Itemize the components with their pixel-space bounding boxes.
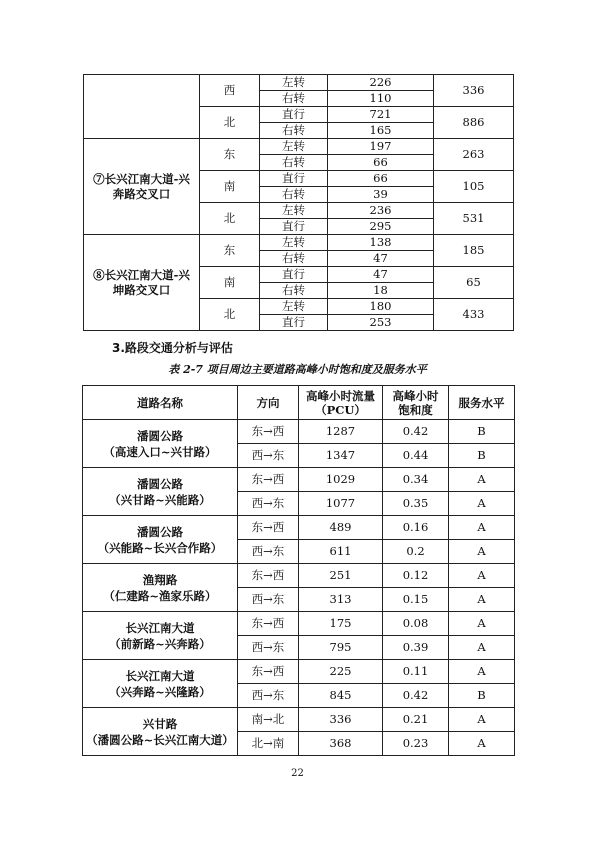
peak-flow-cell: 795 xyxy=(299,636,383,660)
movement-cell: 右转 xyxy=(260,283,328,299)
peak-flow-cell: 611 xyxy=(299,540,383,564)
road-name-cell xyxy=(83,660,238,708)
service-level-cell: B xyxy=(449,444,515,468)
intersection-name-cell xyxy=(84,235,200,331)
road-name: 长兴江南大道 xyxy=(125,620,195,635)
movement-cell: 右转 xyxy=(260,155,328,171)
saturation-cell: 0.2 xyxy=(383,540,449,564)
direction-cell: 南→北 xyxy=(238,708,299,732)
direction-cell: 西→东 xyxy=(238,540,299,564)
volume-cell: 180 xyxy=(328,299,434,315)
direction-cell: 西→东 xyxy=(238,444,299,468)
table-header xyxy=(83,386,515,420)
intersection-name-line1: ⑧长兴江南大道-兴 xyxy=(93,267,190,282)
header-peak-flow-line2: （PCU） xyxy=(315,402,366,417)
approach-total-cell: 336 xyxy=(434,75,514,107)
road-name: 长兴江南大道 xyxy=(125,668,195,683)
movement-cell: 左转 xyxy=(260,203,328,219)
volume-cell: 66 xyxy=(328,155,434,171)
approach-total-cell: 185 xyxy=(434,235,514,267)
volume-cell: 226 xyxy=(328,75,434,91)
approach-total-cell: 263 xyxy=(434,139,514,171)
intersection-volume-table xyxy=(83,74,514,331)
saturation-cell: 0.08 xyxy=(383,612,449,636)
table-row xyxy=(83,660,515,684)
header-saturation-line2: 饱和度 xyxy=(398,402,433,417)
saturation-cell: 0.44 xyxy=(383,444,449,468)
service-level-cell: A xyxy=(449,540,515,564)
header-service-level: 服务水平 xyxy=(449,386,515,420)
approach-direction-cell: 南 xyxy=(200,267,260,299)
header-peak-flow xyxy=(299,386,383,420)
movement-cell: 左转 xyxy=(260,235,328,251)
movement-cell: 左转 xyxy=(260,139,328,155)
intersection-volume-body xyxy=(84,75,514,331)
peak-flow-cell: 225 xyxy=(299,660,383,684)
header-peak-flow-line1: 高峰小时流量 xyxy=(306,388,375,403)
approach-total-cell: 531 xyxy=(434,203,514,235)
header-row xyxy=(83,386,515,420)
header-direction: 方向 xyxy=(238,386,299,420)
table-row xyxy=(83,564,515,588)
direction-cell: 西→东 xyxy=(238,636,299,660)
saturation-cell: 0.21 xyxy=(383,708,449,732)
saturation-cell: 0.35 xyxy=(383,492,449,516)
peak-flow-cell: 251 xyxy=(299,564,383,588)
intersection-name-cell xyxy=(84,139,200,235)
movement-cell: 直行 xyxy=(260,219,328,235)
section-heading: 3.路段交通分析与评估 xyxy=(112,341,233,355)
table-row xyxy=(83,468,515,492)
peak-flow-cell: 368 xyxy=(299,732,383,756)
saturation-cell: 0.16 xyxy=(383,516,449,540)
approach-total-cell: 433 xyxy=(434,299,514,331)
movement-cell: 直行 xyxy=(260,267,328,283)
approach-direction-cell: 西 xyxy=(200,75,260,107)
movement-cell: 左转 xyxy=(260,299,328,315)
volume-cell: 66 xyxy=(328,171,434,187)
peak-flow-cell: 336 xyxy=(299,708,383,732)
saturation-cell: 0.23 xyxy=(383,732,449,756)
intersection-name-line1: ⑦长兴江南大道-兴 xyxy=(93,171,190,186)
approach-direction-cell: 东 xyxy=(200,235,260,267)
approach-direction-cell: 南 xyxy=(200,171,260,203)
approach-total-cell: 886 xyxy=(434,107,514,139)
road-segment: （潘圆公路~长兴江南大道） xyxy=(86,732,234,747)
saturation-cell: 0.39 xyxy=(383,636,449,660)
service-level-cell: A xyxy=(449,492,515,516)
volume-cell: 197 xyxy=(328,139,434,155)
service-level-cell: A xyxy=(449,636,515,660)
service-level-cell: B xyxy=(449,420,515,444)
direction-cell: 西→东 xyxy=(238,684,299,708)
volume-row xyxy=(84,235,514,251)
header-saturation xyxy=(383,386,449,420)
volume-cell: 18 xyxy=(328,283,434,299)
service-level-cell: A xyxy=(449,588,515,612)
movement-cell: 右转 xyxy=(260,123,328,139)
saturation-cell: 0.11 xyxy=(383,660,449,684)
approach-direction-cell: 北 xyxy=(200,299,260,331)
road-name: 渔翔路 xyxy=(142,572,178,587)
volume-cell: 253 xyxy=(328,315,434,331)
service-level-cell: A xyxy=(449,660,515,684)
approach-direction-cell: 东 xyxy=(200,139,260,171)
road-name-cell xyxy=(83,612,238,660)
intersection-name-line2: 坤路交叉口 xyxy=(112,282,171,297)
road-name: 潘圆公路 xyxy=(137,428,183,443)
movement-cell: 左转 xyxy=(260,75,328,91)
service-level-cell: A xyxy=(449,564,515,588)
movement-cell: 直行 xyxy=(260,107,328,123)
peak-flow-cell: 175 xyxy=(299,612,383,636)
peak-flow-cell: 845 xyxy=(299,684,383,708)
volume-cell: 165 xyxy=(328,123,434,139)
approach-total-cell: 105 xyxy=(434,171,514,203)
direction-cell: 北→南 xyxy=(238,732,299,756)
table-row xyxy=(83,708,515,732)
service-level-cell: A xyxy=(449,708,515,732)
direction-cell: 东→西 xyxy=(238,420,299,444)
volume-cell: 47 xyxy=(328,251,434,267)
volume-cell: 110 xyxy=(328,91,434,107)
road-segment: （兴能路~长兴合作路） xyxy=(97,540,223,555)
volume-cell: 39 xyxy=(328,187,434,203)
movement-cell: 直行 xyxy=(260,315,328,331)
table-row xyxy=(83,516,515,540)
service-level-cell: A xyxy=(449,516,515,540)
volume-cell: 721 xyxy=(328,107,434,123)
peak-flow-cell: 313 xyxy=(299,588,383,612)
volume-cell: 236 xyxy=(328,203,434,219)
road-name: 潘圆公路 xyxy=(137,476,183,491)
saturation-cell: 0.42 xyxy=(383,684,449,708)
road-name-cell xyxy=(83,468,238,516)
road-segment: （兴奔路~兴隆路） xyxy=(109,684,211,699)
saturation-cell: 0.15 xyxy=(383,588,449,612)
table-caption: 表 2-7 项目周边主要道路高峰小时饱和度及服务水平 xyxy=(168,363,427,376)
saturation-cell: 0.12 xyxy=(383,564,449,588)
direction-cell: 东→西 xyxy=(238,468,299,492)
approach-direction-cell: 北 xyxy=(200,203,260,235)
peak-flow-cell: 1077 xyxy=(299,492,383,516)
header-saturation-line1: 高峰小时 xyxy=(392,388,439,403)
road-name-cell xyxy=(83,420,238,468)
direction-cell: 西→东 xyxy=(238,588,299,612)
volume-cell: 295 xyxy=(328,219,434,235)
movement-cell: 右转 xyxy=(260,251,328,267)
direction-cell: 西→东 xyxy=(238,492,299,516)
movement-cell: 直行 xyxy=(260,171,328,187)
approach-total-cell: 65 xyxy=(434,267,514,299)
service-level-cell: B xyxy=(449,684,515,708)
road-saturation-table xyxy=(82,385,515,756)
road-saturation-body xyxy=(83,420,515,756)
peak-flow-cell: 1287 xyxy=(299,420,383,444)
direction-cell: 东→西 xyxy=(238,660,299,684)
movement-cell: 右转 xyxy=(260,91,328,107)
peak-flow-cell: 1029 xyxy=(299,468,383,492)
road-segment: （前新路~兴奔路） xyxy=(109,636,211,651)
road-name-cell xyxy=(83,516,238,564)
direction-cell: 东→西 xyxy=(238,612,299,636)
service-level-cell: A xyxy=(449,732,515,756)
table-row xyxy=(83,612,515,636)
intersection-name-cell xyxy=(84,75,200,139)
direction-cell: 东→西 xyxy=(238,564,299,588)
peak-flow-cell: 1347 xyxy=(299,444,383,468)
approach-direction-cell: 北 xyxy=(200,107,260,139)
road-segment: （仁建路~渔家乐路） xyxy=(103,588,217,603)
road-name-cell xyxy=(83,708,238,756)
volume-row xyxy=(84,75,514,91)
volume-cell: 47 xyxy=(328,267,434,283)
movement-cell: 右转 xyxy=(260,187,328,203)
peak-flow-cell: 489 xyxy=(299,516,383,540)
table-row xyxy=(83,420,515,444)
road-name-cell xyxy=(83,564,238,612)
road-name: 兴甘路 xyxy=(142,716,178,731)
service-level-cell: A xyxy=(449,612,515,636)
page-number: 22 xyxy=(291,768,304,779)
volume-cell: 138 xyxy=(328,235,434,251)
road-segment: （兴甘路~兴能路） xyxy=(109,492,211,507)
road-name: 潘圆公路 xyxy=(137,524,183,539)
direction-cell: 东→西 xyxy=(238,516,299,540)
saturation-cell: 0.42 xyxy=(383,420,449,444)
service-level-cell: A xyxy=(449,468,515,492)
saturation-cell: 0.34 xyxy=(383,468,449,492)
road-segment: （高速入口~兴甘路） xyxy=(103,444,217,459)
header-road-name: 道路名称 xyxy=(83,386,238,420)
intersection-name-line2: 奔路交叉口 xyxy=(112,186,171,201)
volume-row xyxy=(84,139,514,155)
